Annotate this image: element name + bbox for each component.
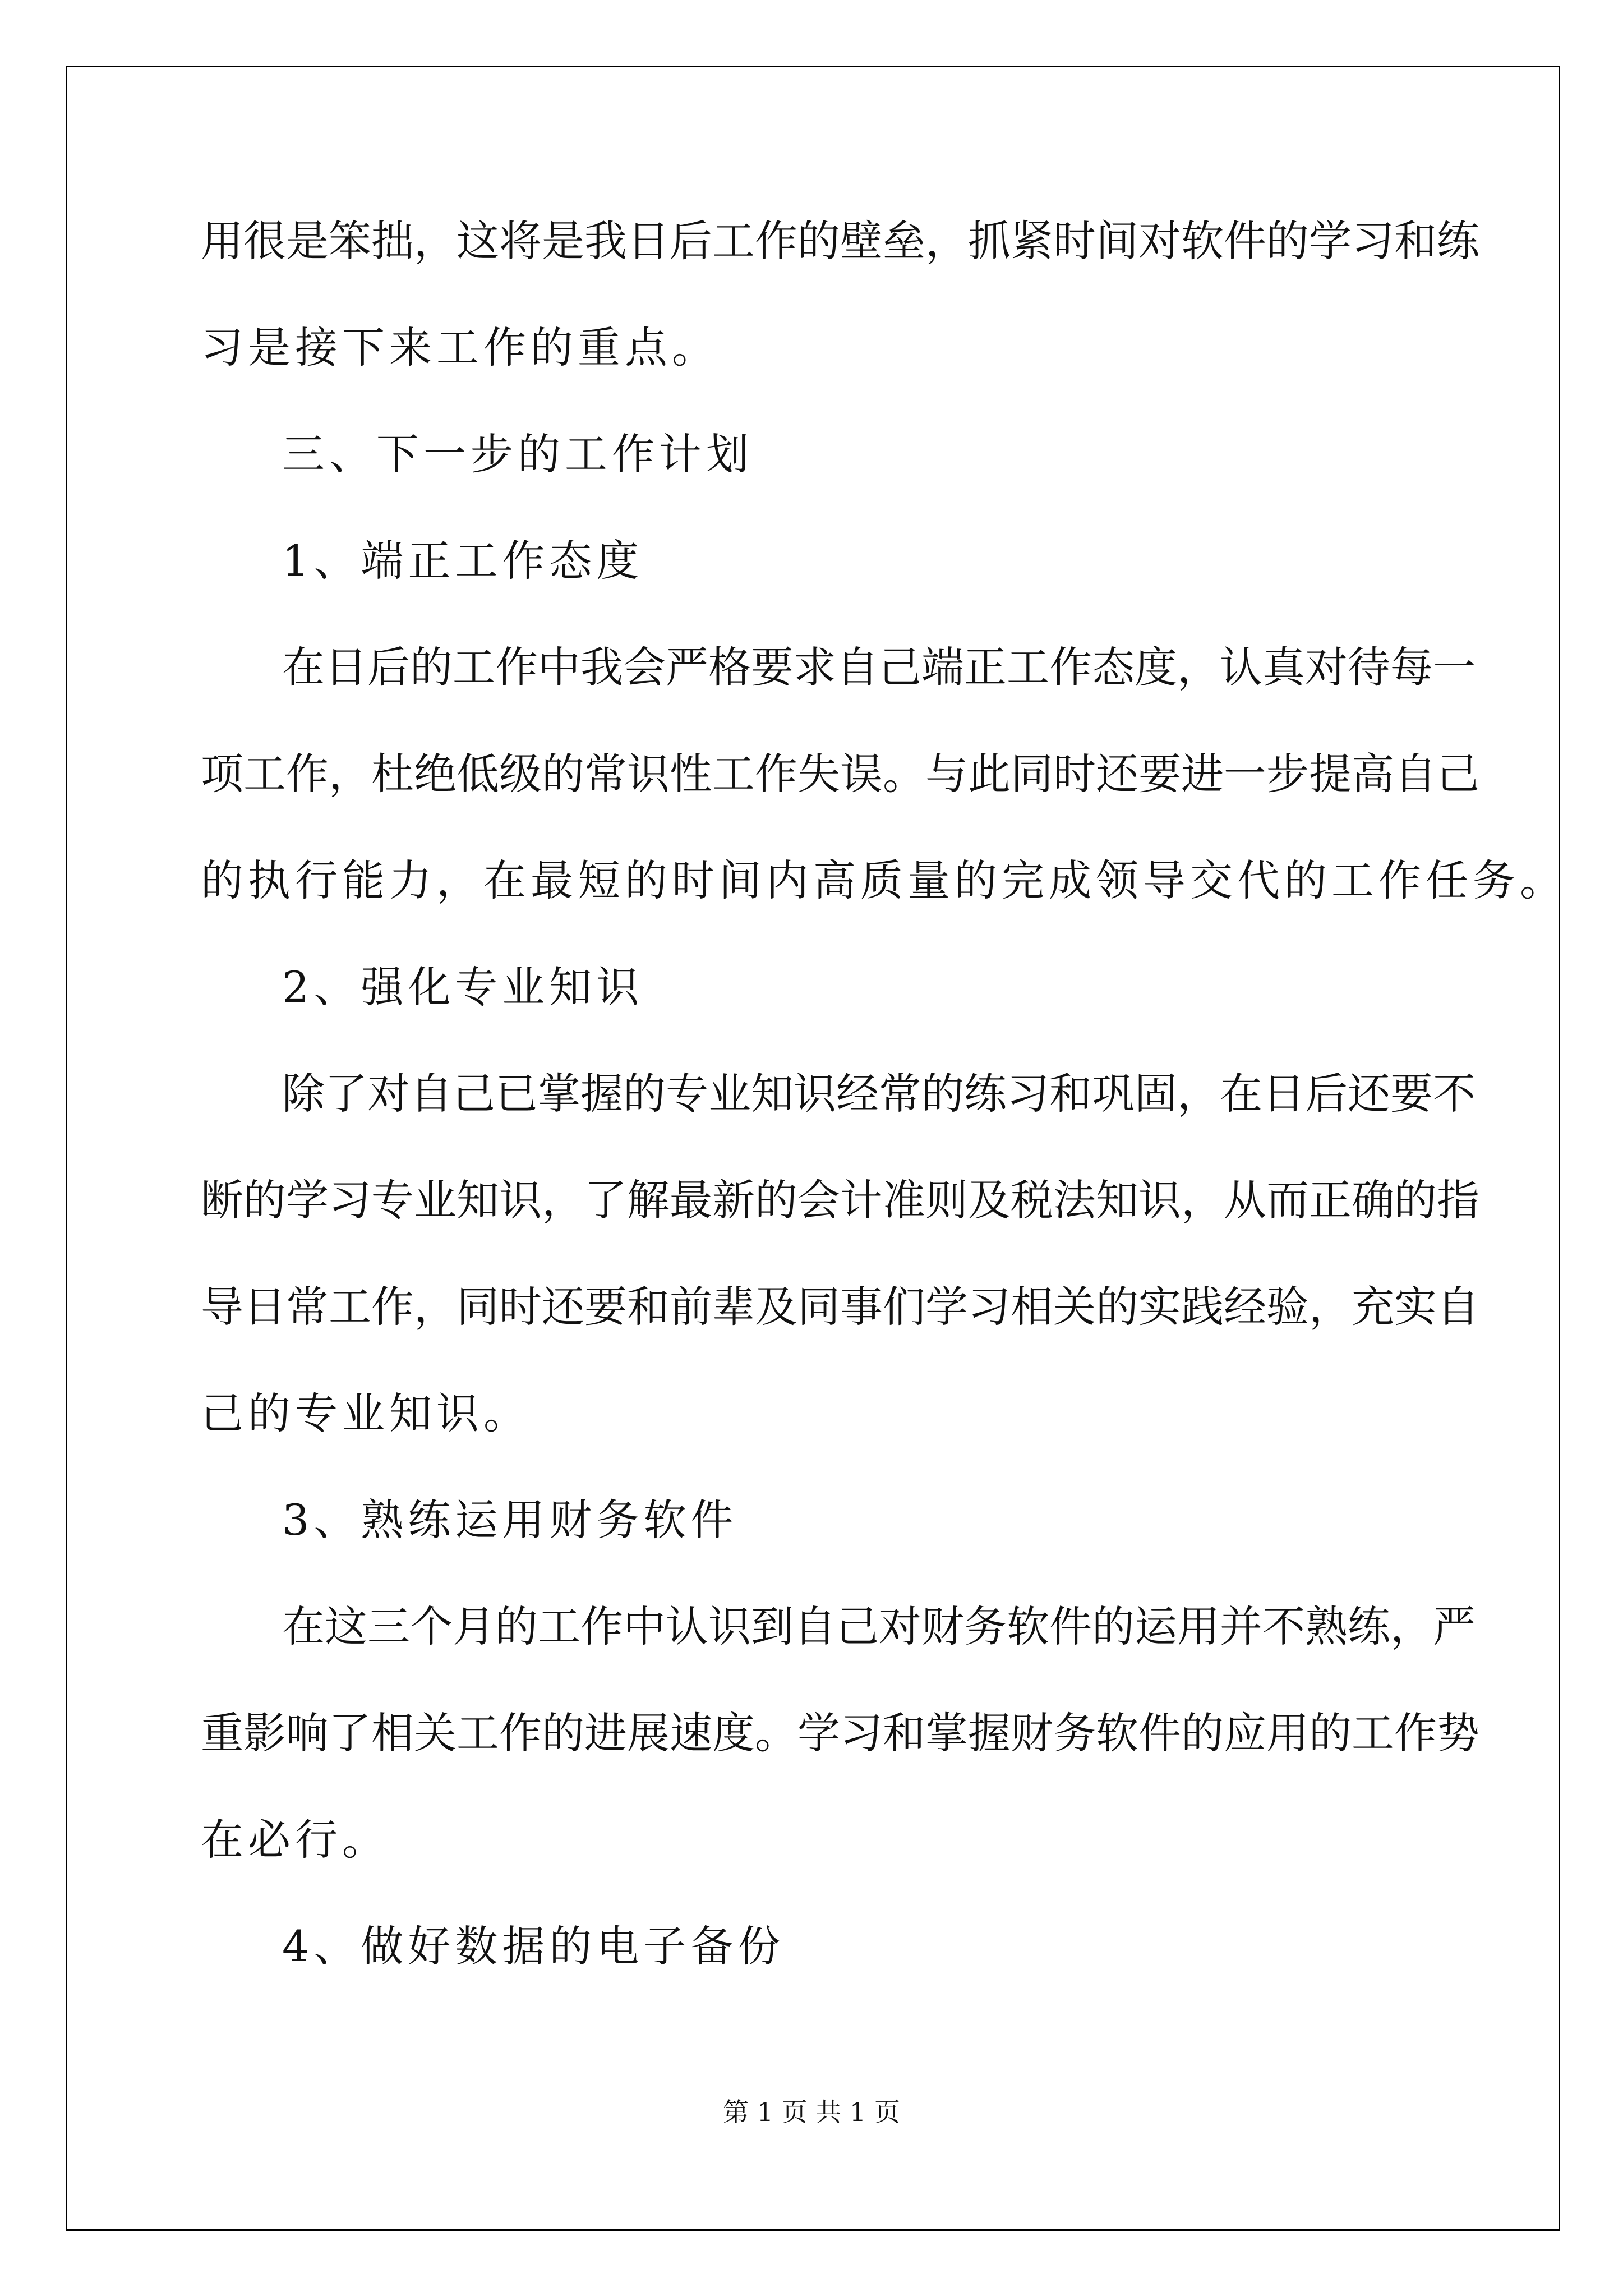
text-line: 除了对自己已掌握的专业知识经常的练习和巩固，在日后还要不 [282, 1069, 1476, 1119]
text-line: 在这三个月的工作中认识到自己对财务软件的运用并不熟练，严 [282, 1602, 1476, 1651]
text-line: 重影响了相关工作的进展速度。学习和掌握财务软件的应用的工作势 [201, 1708, 1479, 1758]
page-number-footer: 第 1 页 共 1 页 [723, 2097, 900, 2127]
text-line: 断的学习专业知识，了解最新的会计准则及税法知识，从而正确的指 [201, 1175, 1479, 1225]
subsection-heading: 3、熟练运用财务软件 [282, 1495, 738, 1545]
page-frame [66, 66, 1560, 2231]
section-heading: 三、下一步的工作计划 [282, 429, 753, 479]
subsection-heading: 2、强化专业知识 [282, 962, 644, 1012]
text-line: 用很是笨拙，这将是我日后工作的壁垒，抓紧时间对软件的学习和练 [201, 216, 1479, 266]
subsection-heading: 4、做好数据的电子备份 [282, 1921, 785, 1971]
text-line: 的执行能力，在最短的时间内高质量的完成领导交代的工作任务。 [201, 855, 1567, 905]
text-line: 导日常工作，同时还要和前辈及同事们学习相关的实践经验，充实自 [201, 1282, 1479, 1332]
subsection-heading: 1、端正工作态度 [282, 536, 644, 586]
text-line: 项工作，杜绝低级的常识性工作失误。与此同时还要进一步提高自己 [201, 749, 1479, 799]
text-line: 习是接下来工作的重点。 [201, 323, 719, 372]
text-line: 在必行。 [201, 1815, 389, 1865]
text-line: 己的专业知识。 [201, 1388, 531, 1438]
text-line: 在日后的工作中我会严格要求自己端正工作态度，认真对待每一 [282, 642, 1476, 692]
